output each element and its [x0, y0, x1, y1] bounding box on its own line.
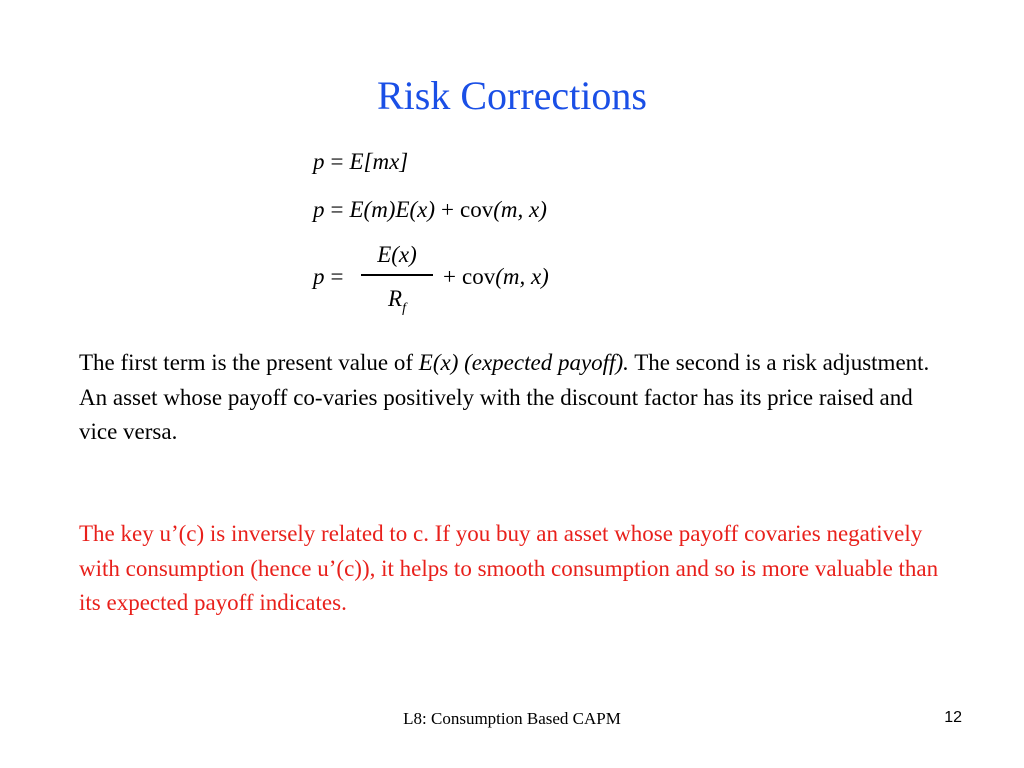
- para1-text-before: The first term is the present value of: [79, 350, 419, 375]
- eq3-cov: cov: [461, 264, 496, 289]
- eq2-equals: =: [330, 197, 344, 222]
- eq2-p: p: [313, 197, 325, 222]
- eq3-plus: +: [443, 264, 456, 289]
- equation-price-expectation: [313, 148, 408, 176]
- eq3-p: p: [313, 264, 325, 289]
- eq3-equals: =: [330, 264, 344, 289]
- key-insight-paragraph: The key u’(c) is inversely related to c. If you buy an asset whose payoff covaries negatively with consumption (hence u’(c)), it helps to smooth consumption and so is more valuable than its expected payoff indicates.: [79, 521, 939, 615]
- eq3-fraction: [361, 241, 433, 321]
- explanation-paragraph: [79, 346, 949, 450]
- eq1-expr: E[mx]: [349, 149, 409, 174]
- equation-risk-free-form: [313, 241, 633, 321]
- para1-text-after: The second is a risk adjustment. An asset whose payoff co-varies positively with the discount factor has its price raised and vice versa.: [79, 350, 930, 444]
- eq3-denominator-sub: f: [402, 301, 406, 316]
- eq1-equals: =: [330, 149, 344, 174]
- eq3-numerator: E(x): [377, 242, 417, 267]
- eq3-lhs: [313, 263, 349, 291]
- eq2-args: (m, x): [493, 197, 547, 222]
- fraction-bar: [361, 274, 433, 276]
- slide-title: Risk Corrections: [377, 73, 647, 118]
- footer-text: L8: Consumption Based CAPM: [403, 709, 621, 728]
- eq3-denominator: [361, 285, 433, 323]
- eq3-rhs: [437, 263, 549, 291]
- eq3-args: (m, x): [495, 264, 549, 289]
- eq3-denominator-base: R: [388, 286, 403, 311]
- eq2-plus: +: [441, 197, 455, 222]
- eq1-p: p: [313, 149, 325, 174]
- eq2-expr: E(m)E(x): [349, 197, 436, 222]
- equation-price-decomposition: [313, 196, 547, 224]
- para1-italic: E(x) (expected payoff).: [418, 350, 629, 375]
- page-number: 12: [944, 709, 962, 726]
- eq2-cov: cov: [460, 197, 494, 222]
